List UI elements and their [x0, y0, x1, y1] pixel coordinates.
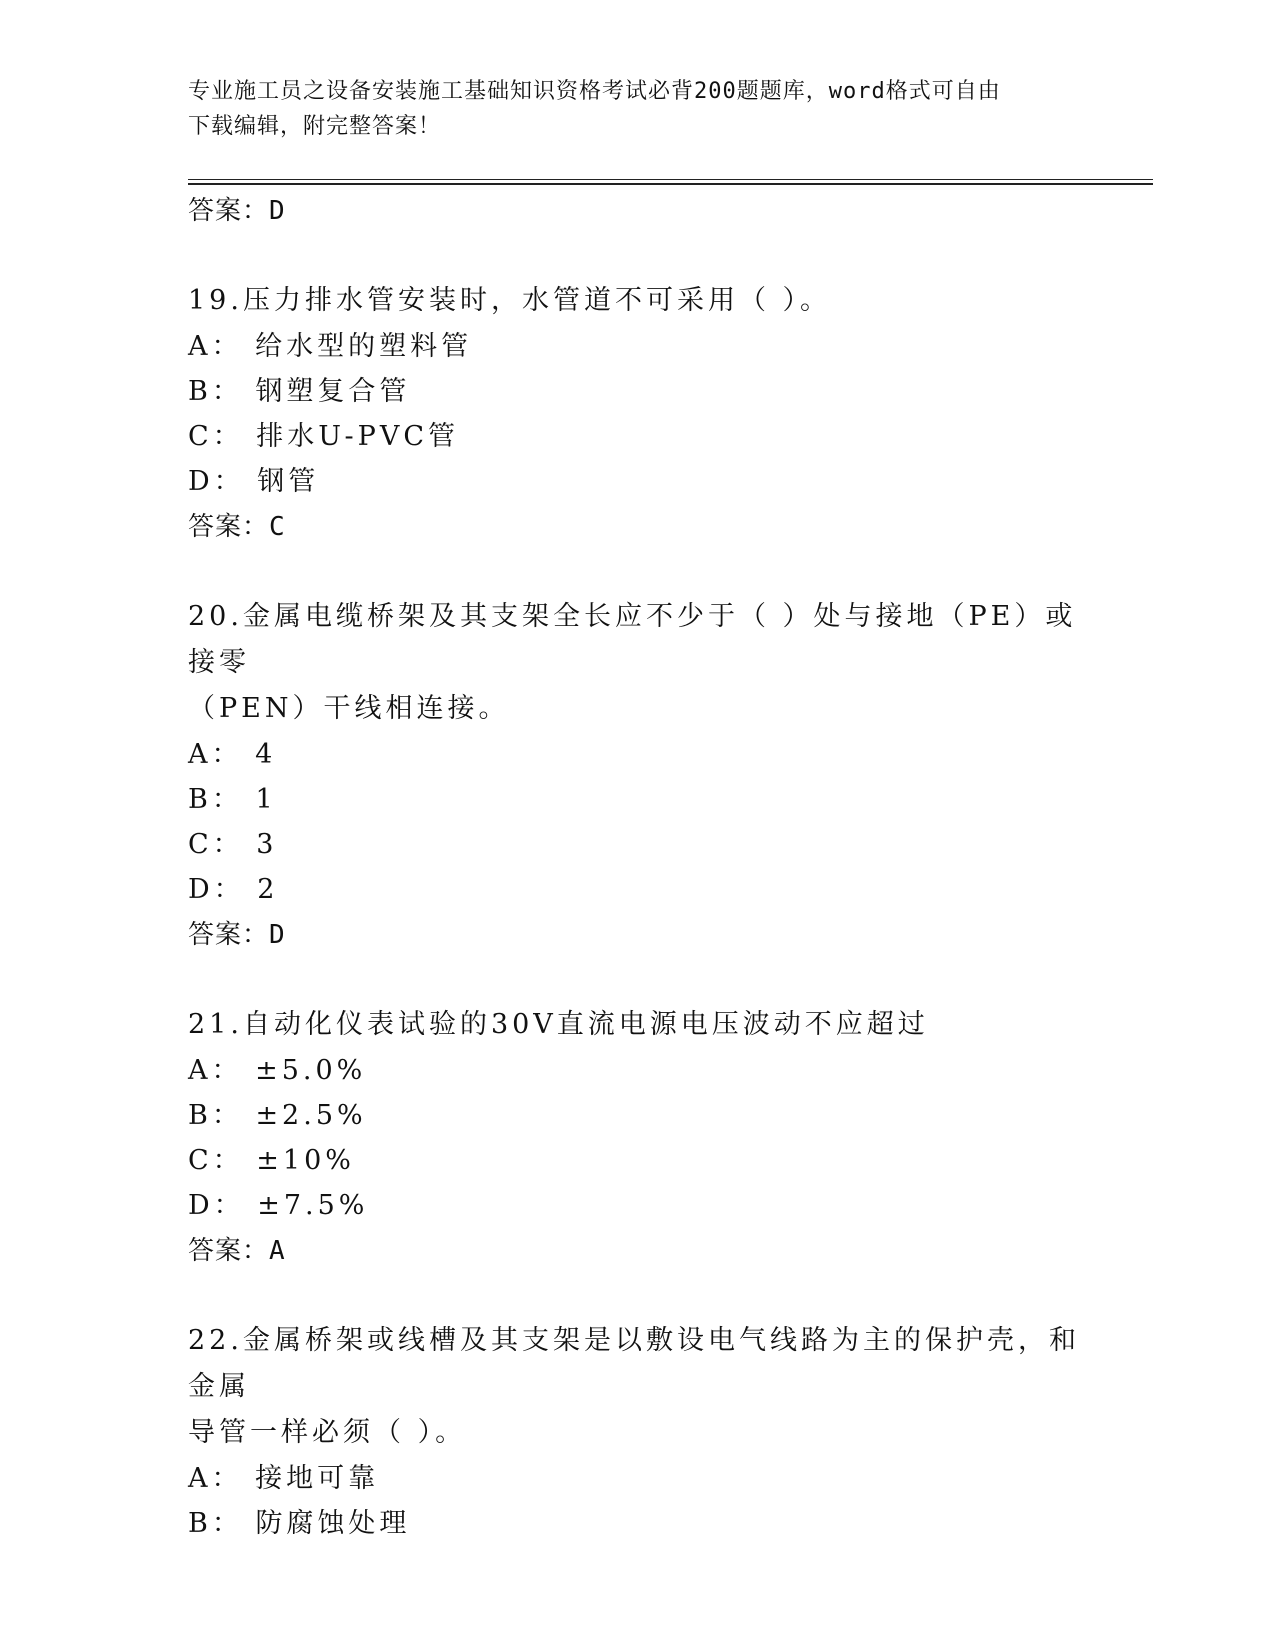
option-text: 给水型的塑料管	[255, 331, 473, 362]
answer-label: 答案：	[188, 512, 270, 542]
option-label: D：	[188, 874, 245, 905]
answer-value: D	[269, 196, 286, 226]
question-gap	[188, 1274, 1088, 1318]
option-c	[188, 414, 1088, 459]
option-text: ±5.0%	[255, 1055, 367, 1086]
answer-label: 答案：	[188, 1236, 270, 1266]
option-d	[188, 459, 1088, 504]
question-gap	[188, 550, 1088, 594]
header-divider-thick	[188, 183, 1153, 185]
question-stem: 20.金属电缆桥架及其支架全长应不少于（ ）处与接地（PE）或接零 （PEN）干线相连接。	[188, 601, 1077, 724]
option-text: 排水U-PVC管	[256, 421, 459, 452]
answer-value: A	[269, 1236, 286, 1266]
option-b	[188, 1501, 1088, 1546]
option-text: ±10%	[256, 1145, 355, 1176]
option-b	[188, 777, 1088, 822]
option-label: B：	[188, 1508, 243, 1539]
option-label: C：	[188, 1145, 244, 1176]
answer-value: D	[269, 920, 286, 950]
option-text: ±7.5%	[257, 1190, 369, 1221]
option-label: A：	[188, 331, 243, 362]
header-divider-thin	[188, 179, 1153, 180]
option-text: 防腐蚀处理	[255, 1508, 411, 1539]
option-b	[188, 369, 1088, 414]
question-21	[188, 1002, 1088, 1274]
question-stem: 21.自动化仪表试验的30V直流电源电压波动不应超过	[188, 1009, 929, 1040]
question-list	[188, 188, 1088, 1546]
option-label: C：	[188, 829, 244, 860]
answer-line	[188, 912, 1088, 958]
question-stem: 22.金属桥架或线槽及其支架是以敷设电气线路为主的保护壳，和金属 导管一样必须（ ）。	[188, 1325, 1080, 1448]
option-label: B：	[188, 1100, 243, 1131]
answer-value: C	[269, 512, 286, 542]
question-gap	[188, 234, 1088, 278]
header-line-2: 下载编辑，附完整答案！	[188, 114, 442, 139]
option-text: ±2.5%	[255, 1100, 367, 1131]
option-text: 钢塑复合管	[255, 376, 411, 407]
question-22	[188, 1318, 1088, 1546]
answer-label: 答案：	[188, 196, 270, 226]
option-label: B：	[188, 376, 243, 407]
option-d	[188, 1183, 1088, 1228]
option-d	[188, 867, 1088, 912]
option-text: 3	[256, 829, 278, 860]
question-gap	[188, 958, 1088, 1002]
answer-line	[188, 1228, 1088, 1274]
option-label: C：	[188, 421, 244, 452]
document-header	[188, 74, 1068, 144]
answer-line	[188, 504, 1088, 550]
option-text: 钢管	[257, 466, 320, 497]
answer-label: 答案：	[188, 920, 270, 950]
option-text: 接地可靠	[255, 1463, 380, 1494]
option-b	[188, 1093, 1088, 1138]
option-label: D：	[188, 1190, 245, 1221]
answer-line	[188, 188, 1088, 234]
option-label: D：	[188, 466, 245, 497]
option-text: 1	[255, 784, 277, 815]
option-a	[188, 732, 1088, 777]
option-label: A：	[188, 739, 243, 770]
option-text: 2	[257, 874, 279, 905]
question-stem: 19.压力排水管安装时，水管道不可采用（ ）。	[188, 285, 832, 316]
option-a	[188, 1456, 1088, 1501]
option-label: B：	[188, 784, 243, 815]
option-a	[188, 324, 1088, 369]
option-label: A：	[188, 1463, 243, 1494]
option-label: A：	[188, 1055, 243, 1086]
question-20	[188, 594, 1088, 958]
option-text: 4	[255, 739, 277, 770]
option-a	[188, 1048, 1088, 1093]
question-19	[188, 278, 1088, 550]
option-c	[188, 1138, 1088, 1183]
option-c	[188, 822, 1088, 867]
header-line-1: 专业施工员之设备安装施工基础知识资格考试必背200题题库，word格式可自由	[188, 79, 1001, 104]
